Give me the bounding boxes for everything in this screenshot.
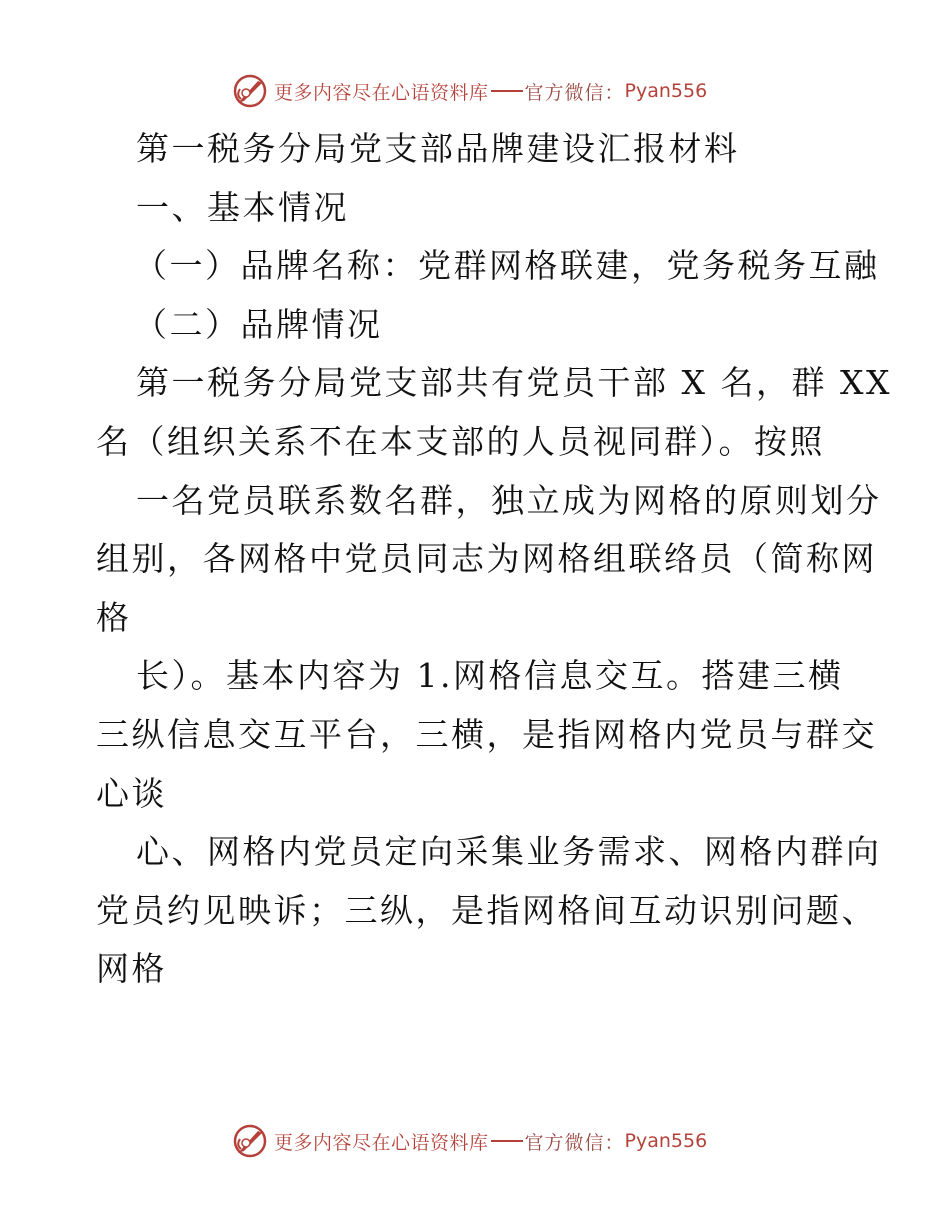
paragraph-line: 名（组织关系不在本支部的人员视同群）。按照 (96, 421, 825, 461)
paragraph-line: 心谈 (96, 773, 167, 813)
watermark-wechat-id: Pyan556 (624, 1130, 708, 1152)
watermark-official: 官方微信： (524, 81, 625, 104)
section-heading: 一、基本情况 (136, 187, 349, 227)
document-title: 第一税务分局党支部品牌建设汇报材料 (136, 129, 740, 168)
watermark-wechat-id: Pyan556 (624, 80, 708, 102)
paragraph-line: 长）。基本内容为 1.网格信息交互。搭建三横 (136, 656, 844, 696)
document-body (96, 120, 892, 999)
watermark-text: 更多内容尽在心语资料库 (274, 1131, 489, 1154)
subsection-brand-name: （一）品牌名称：党群网格联建，党务税务互融 (134, 246, 880, 286)
paragraph-line: 第一税务分局党支部共有党员干部 X 名，群 XX (136, 363, 892, 403)
watermark-header (232, 71, 707, 111)
paragraph-line: 网格 (96, 949, 167, 989)
paragraph-line: 一名党员联系数名群，独立成为网格的原则划分 (136, 480, 882, 520)
paragraph-line: 格 (96, 597, 132, 637)
watermark-dash (491, 1140, 523, 1142)
watermark-footer (232, 1121, 707, 1161)
quill-logo-icon (232, 1123, 268, 1159)
paragraph-line: 心、网格内党员定向采集业务需求、网格内群向 (136, 832, 882, 872)
quill-logo-icon (232, 73, 268, 109)
paragraph-line: 组别，各网格中党员同志为网格组联络员（简称网 (96, 539, 877, 579)
subsection-brand-status: （二）品牌情况 (134, 304, 383, 344)
paragraph-line: 党员约见映诉；三纵，是指网格间互动识别问题、 (96, 890, 877, 930)
watermark-dash (491, 90, 523, 92)
watermark-official: 官方微信： (524, 1131, 625, 1154)
paragraph-line: 三纵信息交互平台，三横，是指网格内党员与群交 (96, 714, 877, 754)
watermark-text: 更多内容尽在心语资料库 (274, 81, 489, 104)
